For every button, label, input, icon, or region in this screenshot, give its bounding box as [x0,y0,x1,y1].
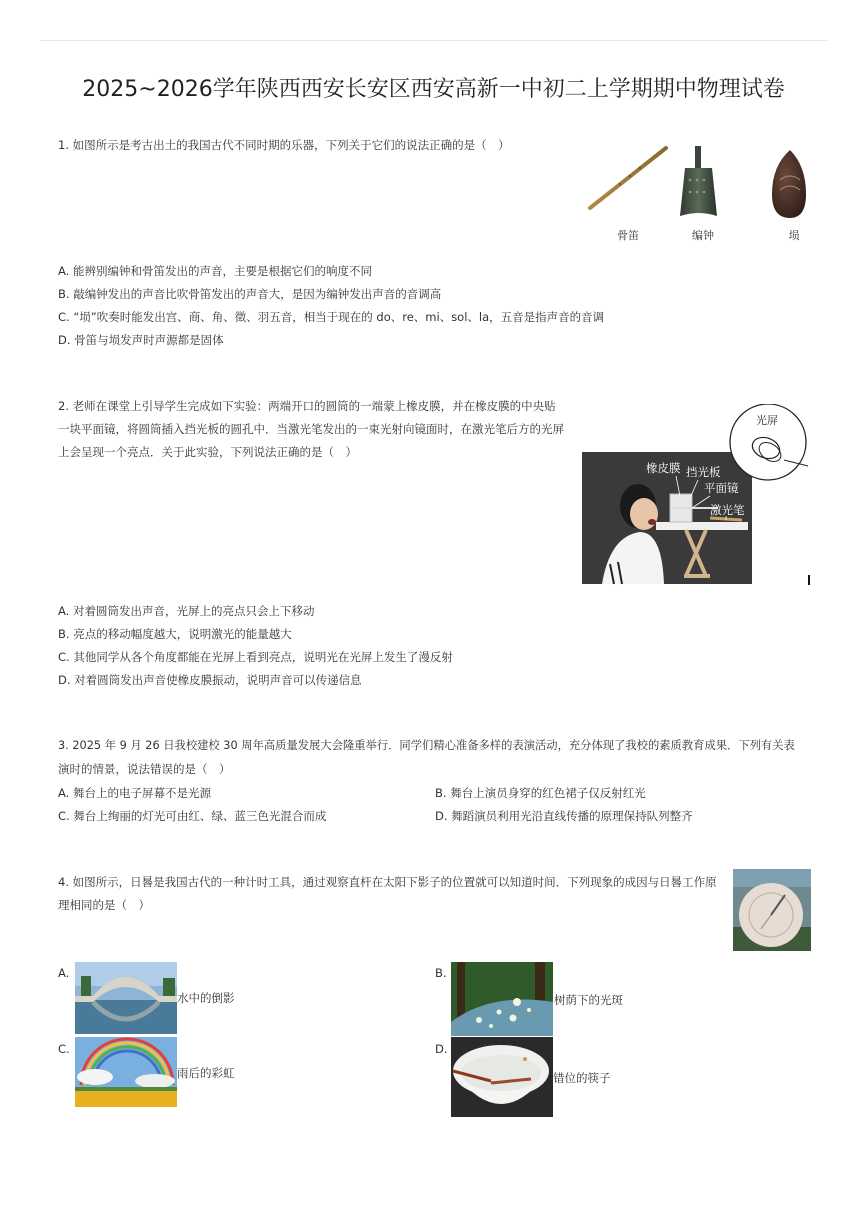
bronze-bell-image [680,146,717,216]
q1-option-c[interactable]: C. “埙”吹奏时能发出宫、商、角、徵、羽五音，相当于现在的 do、re、mi、sol、la，五音是指声音的音调 [58,310,605,324]
q4-option-a-image[interactable] [75,962,177,1034]
label-laser-pen: 激光笔 [710,505,745,517]
q1-option-d[interactable]: D. 骨笛与埙发声时声源都是固体 [58,333,224,347]
q3-stem-line-2: 演时的情景，说法错误的是（ ） [58,762,231,776]
label-light-screen: 光屏 [756,415,778,427]
label-light-baffle: 挡光板 [686,467,721,479]
q4-option-b-image[interactable] [451,962,553,1036]
q1-stem: 1. 如图所示是考古出土的我国古代不同时期的乐器，下列关于它们的说法正确的是（ ） [58,138,510,152]
q4-option-d-letter: D. [435,1042,448,1056]
page-title: 2025~2026学年陕西西安长安区西安高新一中初二上学期期中物理试卷 [82,77,785,102]
q4-option-d-caption[interactable]: 错位的筷子 [553,1071,611,1085]
header-divider [40,40,827,41]
q2-option-c[interactable]: C. 其他同学从各个角度都能在光屏上看到亮点，说明光在光屏上发生了漫反射 [58,650,453,664]
q2-stem-line-1: 2. 老师在课堂上引导学生完成如下实验：两端开口的圆筒的一端蒙上橡皮膜，并在橡皮膜的中央贴 [58,399,556,413]
q4-option-c-caption[interactable]: 雨后的彩虹 [177,1066,235,1080]
q4-option-a-letter: A. [58,966,70,980]
q2-stem-line-3: 上会呈现一个亮点．关于此实验，下列说法正确的是（ ） [58,445,357,459]
bone-flute-image [590,148,666,208]
q4-option-b-caption[interactable]: 树荫下的光斑 [554,993,623,1007]
xun-image [772,150,806,218]
q2-option-b[interactable]: B. 亮点的移动幅度越大，说明激光的能量越大 [58,627,292,641]
q4-option-b-letter: B. [435,966,447,980]
sundial-image [733,869,811,951]
label-plane-mirror: 平面镜 [704,483,739,495]
q2-option-d[interactable]: D. 对着圆筒发出声音使橡皮膜振动，说明声音可以传递信息 [58,673,362,687]
q4-option-c-image[interactable] [75,1037,177,1107]
q2-stem-line-2: 一块平面镜，将圆筒插入挡光板的圆孔中．当激光笔发出的一束光射向镜面时，在激光笔后方的光屏 [58,422,564,436]
q2-experiment-figure [580,404,815,590]
q4-stem-line-2: 理相同的是（ ） [58,898,150,912]
q1-label-bell: 编钟 [692,230,714,242]
q1-option-a[interactable]: A. 能辨别编钟和骨笛发出的声音，主要是根据它们的响度不同 [58,264,372,278]
q4-stem-line-1: 4. 如图所示，日晷是我国古代的一种计时工具，通过观察直杆在太阳下影子的位置就可以知道时间．下列现象的成因与日晷工作原 [58,875,717,889]
q2-option-a[interactable]: A. 对着圆筒发出声音，光屏上的亮点只会上下移动 [58,604,315,618]
q1-option-b[interactable]: B. 敲编钟发出的声音比吹骨笛发出的声音大，是因为编钟发出声音的音调高 [58,287,442,301]
q3-option-a[interactable]: A. 舞台上的电子屏幕不是光源 [58,786,211,800]
q3-stem-line-1: 3. 2025 年 9 月 26 日我校建校 30 周年高质量发展大会隆重举行．同学们精心准备多样的表演活动，充分体现了我校的素质教育成果．下列有关表 [58,739,795,752]
q4-option-a-caption[interactable]: 水中的倒影 [177,991,235,1005]
q3-option-d[interactable]: D. 舞蹈演员利用光沿直线传播的原理保持队列整齐 [435,809,693,823]
q4-option-c-letter: C. [58,1042,70,1056]
q1-label-bone-flute: 骨笛 [617,230,639,242]
label-rubber-membrane: 橡皮膜 [646,463,681,475]
q3-option-c[interactable]: C. 舞台上绚丽的灯光可由红、绿、蓝三色光混合而成 [58,809,327,823]
q4-option-d-image[interactable] [451,1037,553,1117]
q1-instruments-figure [580,140,815,248]
q1-label-xun: 埙 [788,230,800,242]
q3-option-b[interactable]: B. 舞台上演员身穿的红色裙子仅反射红光 [435,786,646,800]
